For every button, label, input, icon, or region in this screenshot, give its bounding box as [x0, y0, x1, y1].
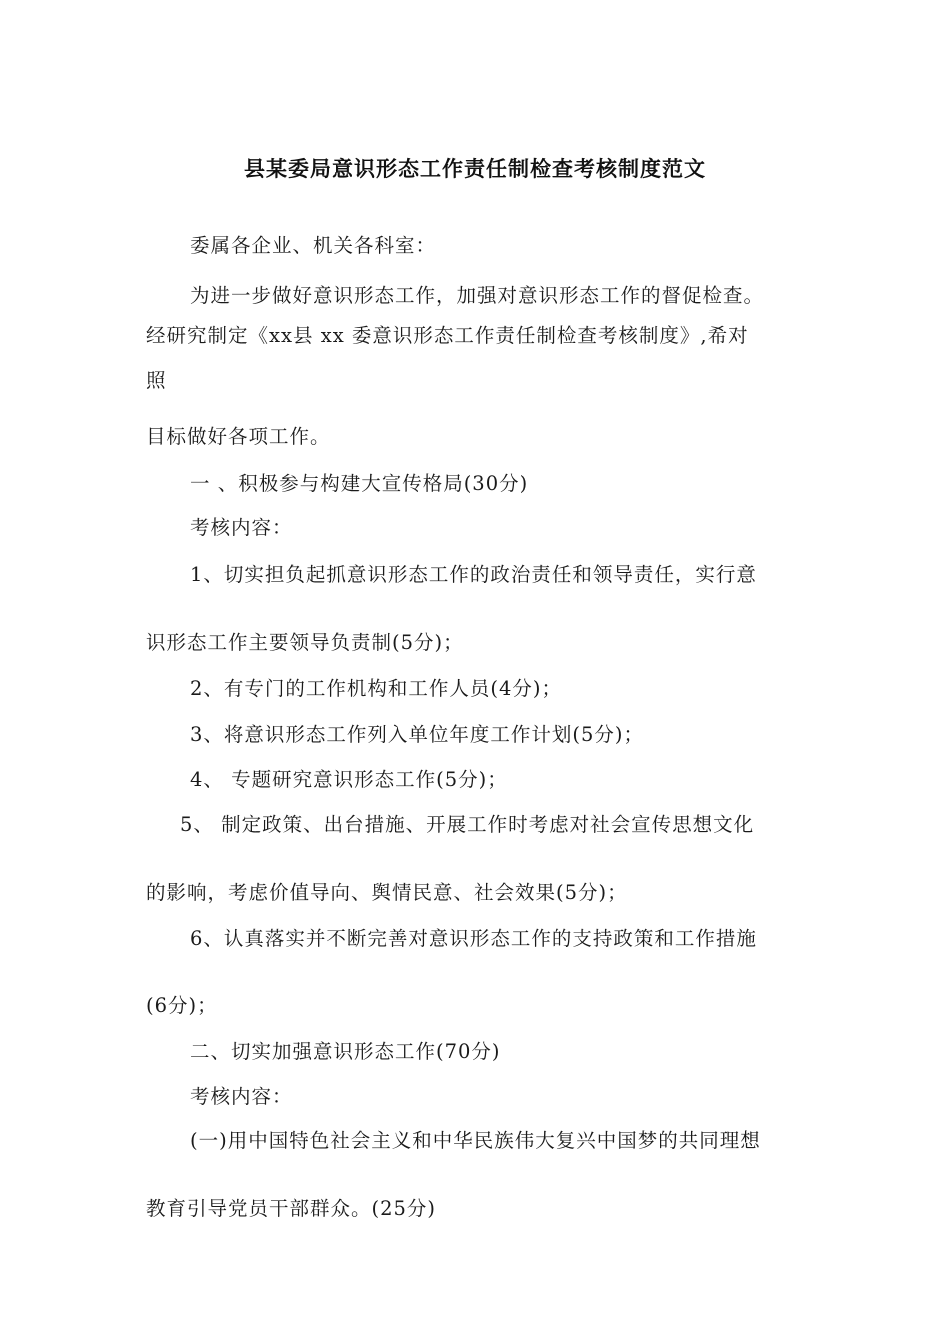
- section-heading: 一 、积极参与构建大宣传格局(30分): [190, 472, 529, 495]
- list-item: 6、认真落实并不断完善对意识形态工作的支持政策和工作措施: [190, 927, 757, 950]
- list-item-continuation: 识形态工作主要领导负责制(5分)；: [146, 631, 464, 654]
- list-item: 2、有专门的工作机构和工作人员(4分)；: [190, 677, 563, 700]
- paragraph-line: 委属各企业、机关各科室：: [190, 234, 437, 257]
- section-heading: 二、切实加强意识形态工作(70分): [190, 1040, 501, 1063]
- list-item: 3、将意识形态工作列入单位年度工作计划(5分)；: [190, 723, 645, 746]
- paragraph-line: 照: [146, 369, 167, 392]
- list-item: (一)用中国特色社会主义和中华民族伟大复兴中国梦的共同理想: [190, 1129, 761, 1152]
- list-item: 4、 专题研究意识形态工作(5分)；: [190, 768, 508, 791]
- paragraph-line: 考核内容：: [190, 1085, 293, 1108]
- list-item-continuation: 的影响，考虑价值导向、舆情民意、社会效果(5分)；: [146, 881, 628, 904]
- list-item-continuation: (6分)；: [146, 994, 218, 1017]
- document-title: 县某委局意识形态工作责任制检查考核制度范文: [244, 157, 706, 181]
- list-item: 5、 制定政策、出台措施、开展工作时考虑对社会宣传思想文化: [180, 813, 755, 836]
- paragraph-line: 目标做好各项工作。: [146, 425, 331, 448]
- list-item: 1、切实担负起抓意识形态工作的政治责任和领导责任，实行意: [190, 563, 757, 586]
- paragraph-line: 经研究制定《xx县 xx 委意识形态工作责任制检查考核制度》,希对: [146, 324, 749, 347]
- paragraph-line: 考核内容：: [190, 516, 293, 539]
- paragraph-line: 为进一步做好意识形态工作，加强对意识形态工作的督促检查。: [190, 284, 765, 307]
- list-item-continuation: 教育引导党员干部群众。(25分): [146, 1197, 437, 1220]
